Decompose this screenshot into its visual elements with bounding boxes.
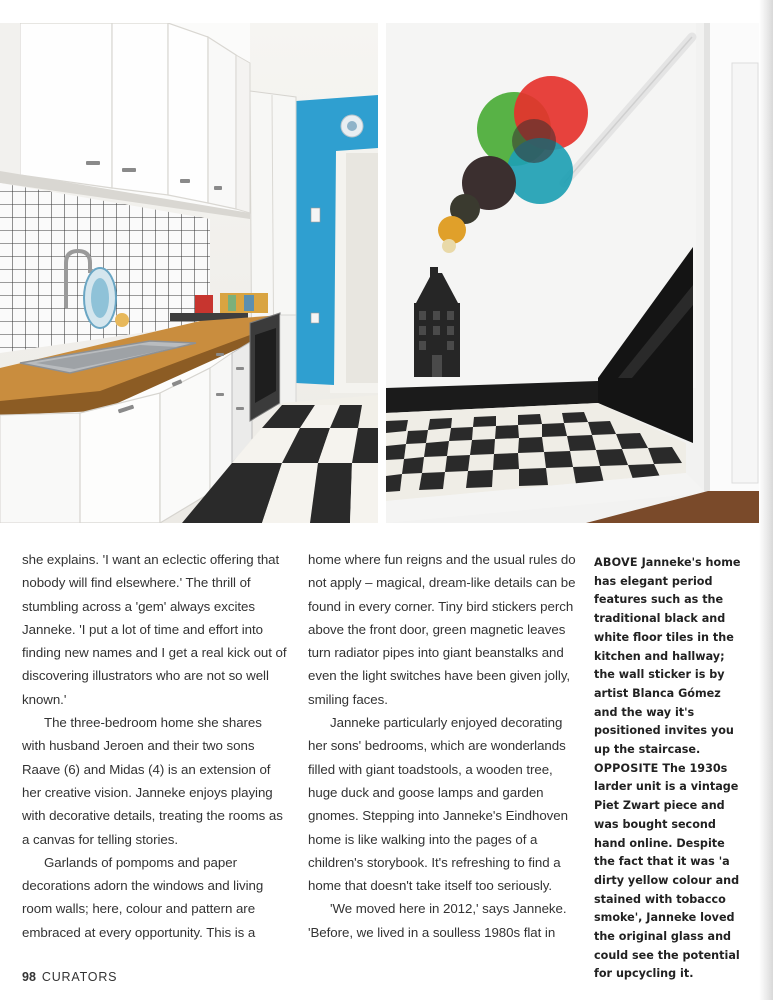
section-name: CURATORS <box>41 970 118 984</box>
caption-text-opposite: The 1930s larder unit is a vintage Piet Zwart piece and was bought second hand online. Despite the fact that it was 'a dirty yellow colour and stained with tobacco smoke', Janneke loved the original glass and could see the potential for upcycling it. <box>594 761 740 981</box>
hallway-photo <box>386 23 765 523</box>
page-edge-shadow <box>759 0 773 1000</box>
hallway-illustration <box>386 23 765 523</box>
page-folio <box>22 970 117 984</box>
page-number: 98 <box>22 970 36 984</box>
paragraph: Garlands of pompoms and paper decorations adorn the windows and living room walls; here, colour and pattern are embraced at every opportunity. This is a <box>22 854 264 940</box>
article-column-1 <box>22 548 288 944</box>
caption-label-above: ABOVE <box>594 556 638 569</box>
kitchen-photo <box>0 23 378 523</box>
caption-label-opposite: OPPOSITE <box>594 761 659 775</box>
paragraph: Janneke particularly enjoyed decorating her sons' bedrooms, which are wonderlands filled with giant toadstools, a wooden tree, huge duck and goose lamps and garden gnomes. Stepping into Janneke's Eindhoven home is like walking into the pages of a children's storybook. It's refreshing to find a home that doesn't take itself too seriously. <box>308 715 568 894</box>
paragraph: she explains. 'I want an eclectic offering that nobody will find elsewhere.' The thrill of stumbling across a 'gem' always excites Janneke. 'I put a lot of time and effort into finding new names and I get a real kick out of discovering illustrators who are not so well known.' <box>22 552 287 707</box>
paragraph: 'We moved here in 2012,' says Janneke. 'Before, we lived in a soulless 1980s flat in <box>308 901 567 940</box>
paragraph: home where fun reigns and the usual rules do not apply – magical, dream-like details can be found in every corner. Tiny bird stickers perch above the front door, green magnetic leaves turn radiator pipes into giant beanstalks and even the light switches have been given jolly, smiling faces. <box>308 552 576 707</box>
paragraph: The three-bedroom home she shares with husband Jeroen and their two sons Raave (6) and Midas (4) is an extension of her creative vision. Janneke enjoys playing with decorative details, treating the rooms as a canvas for telling stories. <box>22 715 283 847</box>
article-column-2 <box>308 548 576 944</box>
light-switch <box>311 208 320 222</box>
caption-text-above: Janneke's home has elegant period features such as the traditional black and white floor tiles in the kitchen and hallway; the wall sticker is by artist Blanca Gómez and the way it's positioned invites you up the staircase. <box>594 556 741 757</box>
photo-caption <box>594 554 744 984</box>
kitchen-illustration <box>0 23 378 523</box>
